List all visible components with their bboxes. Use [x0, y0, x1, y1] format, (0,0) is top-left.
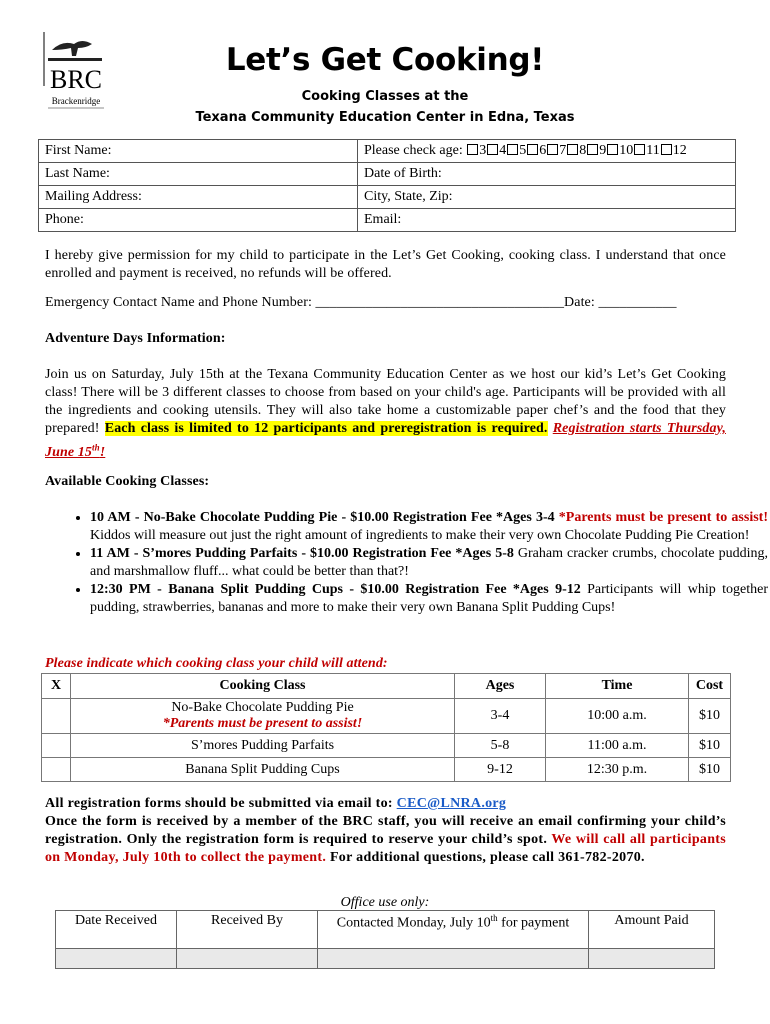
col-header-class: Cooking Class	[71, 674, 455, 699]
confirm-text: Once the form is received by a member of the BRC staff, you will receive an email confirming your child’s registration. Only the registration form is required to reserve your child’s spot.	[45, 814, 726, 847]
cost-cell: $10	[689, 699, 731, 734]
age-checkbox-label: 12	[672, 143, 687, 158]
ages-cell: 5-8	[455, 734, 546, 758]
received-by-header: Received By	[177, 911, 318, 949]
office-use-table	[55, 910, 715, 969]
age-checkbox[interactable]	[567, 144, 578, 155]
logo-caption: Brackenridge	[51, 96, 101, 106]
emergency-contact-line[interactable]: Emergency Contact Name and Phone Number: ___________________________________Date: ___________	[45, 295, 677, 310]
age-checkbox[interactable]	[587, 144, 598, 155]
time-cell: 12:30 p.m.	[546, 758, 689, 782]
class-list-item: • 11 AM - S’mores Pudding Parfaits - $10.00 Registration Fee *Ages 5-8 Graham cracker crumbs, chocolate pudding, and marshmallow fluff... what could be better than that?!	[90, 545, 768, 581]
logo-text: BRC	[49, 65, 103, 94]
age-checkbox[interactable]	[607, 144, 618, 155]
date-received-header: Date Received	[56, 911, 177, 949]
age-label: Please check age:	[364, 143, 463, 158]
age-checkbox[interactable]	[487, 144, 498, 155]
col-header-x: X	[42, 674, 71, 699]
indicate-class-prompt: Please indicate which cooking class your child will attend:	[45, 656, 388, 671]
col-header-ages: Ages	[455, 674, 546, 699]
class-list-item: • 12:30 PM - Banana Split Pudding Cups - $10.00 Registration Fee *Ages 9-12 Participants will whip together pudding, strawberries, bananas and more to make their very own Banana Split Pudding Cups!	[90, 581, 768, 617]
submission-instructions: All registration forms should be submitted via email to: CEC@LNRA.org Once the form is received by a member of the BRC staff, you will receive an email confirming your child’s registration. Only the registration form is required to reserve your child’s spot. We will call all participants on Monday, July 10th to collect the payment. For additional questions, please call 361-782-2070.	[45, 796, 726, 865]
date-received-cell[interactable]	[56, 949, 177, 969]
email-link[interactable]: CEC@LNRA.org	[396, 796, 507, 811]
time-cell: 11:00 a.m.	[546, 734, 689, 758]
subtitle-line-2: Texana Community Education Center in Edna, Texas	[195, 110, 575, 125]
age-checkbox-field	[358, 140, 736, 163]
mailing-address-field[interactable]: Mailing Address:	[39, 186, 358, 209]
class-list	[48, 509, 768, 617]
age-checkbox-label: 4	[499, 143, 507, 158]
dob-field[interactable]: Date of Birth:	[358, 163, 736, 186]
ages-cell: 3-4	[455, 699, 546, 734]
select-cell[interactable]	[42, 758, 71, 782]
city-state-zip-field[interactable]: City, State, Zip:	[358, 186, 736, 209]
table-row	[56, 949, 715, 969]
col-header-cost: Cost	[689, 674, 731, 699]
questions-text: For additional questions, please call 361-782-2070.	[326, 850, 645, 865]
age-checkbox[interactable]	[507, 144, 518, 155]
class-name-cell: S’mores Pudding Parfaits	[71, 734, 455, 758]
age-checkbox-label: 5	[519, 143, 527, 158]
age-checkbox[interactable]	[467, 144, 478, 155]
class-list-item: • 10 AM - No-Bake Chocolate Pudding Pie - $10.00 Registration Fee *Ages 3-4 *Parents must be present to assist! Kiddos will measure out just the right amount of ingredients to make their very own Chocolate Pudding Pie Creation!	[90, 509, 768, 545]
age-checkbox-label: 7	[559, 143, 567, 158]
age-checkbox[interactable]	[634, 144, 645, 155]
adventure-text: Join us on Saturday, July 15th at the Texana Community Education Center as we host our kid’s Let’s Get Cooking class! There will be 3 different classes to choose from based on your child's age. Participants will be provided with all the ingredients and cooking utensils. They will also take home a customizable paper chef’s and the food that they prepared!	[45, 367, 726, 436]
last-name-field[interactable]: Last Name:	[39, 163, 358, 186]
adventure-paragraph	[45, 366, 726, 462]
cost-cell: $10	[689, 734, 731, 758]
age-checkbox-label: 9	[599, 143, 607, 158]
age-checkbox-label: 8	[579, 143, 587, 158]
select-cell[interactable]	[42, 734, 71, 758]
adventure-heading: Adventure Days Information:	[45, 331, 226, 346]
ages-cell: 9-12	[455, 758, 546, 782]
select-cell[interactable]	[42, 699, 71, 734]
age-checkbox-label: 6	[539, 143, 547, 158]
subtitle-line-1: Cooking Classes at the	[301, 89, 469, 104]
permission-text: I hereby give permission for my child to participate in the Let’s Get Cooking, cooking class. I understand that once enrolled and payment is received, no refunds will be offered.	[45, 248, 726, 281]
office-use-label: Office use only:	[340, 895, 430, 910]
table-row	[42, 734, 731, 758]
received-by-cell[interactable]	[177, 949, 318, 969]
email-field[interactable]: Email:	[358, 209, 736, 232]
age-checkbox[interactable]	[661, 144, 672, 155]
payment-call-text: We will call all participants on Monday, July 10th to collect the payment.	[45, 832, 726, 865]
cost-cell: $10	[689, 758, 731, 782]
time-cell: 10:00 a.m.	[546, 699, 689, 734]
class-selection-table	[41, 673, 731, 782]
contacted-cell[interactable]	[318, 949, 589, 969]
table-row	[42, 758, 731, 782]
subtitle	[0, 86, 770, 128]
phone-field[interactable]: Phone:	[39, 209, 358, 232]
age-checkbox-label: 10	[619, 143, 634, 158]
page-title: Let’s Get Cooking!	[225, 42, 545, 78]
amount-paid-cell[interactable]	[589, 949, 715, 969]
age-checkbox[interactable]	[527, 144, 538, 155]
age-checkboxes	[466, 143, 686, 158]
age-checkbox-label: 11	[646, 143, 660, 158]
amount-paid-header: Amount Paid	[589, 911, 715, 949]
table-row	[42, 699, 731, 734]
age-checkbox[interactable]	[547, 144, 558, 155]
limit-text: Each class is limited to 12 participants and preregistration is required.	[104, 421, 548, 436]
registration-start: Registration starts Thursday, June 15th!	[45, 421, 726, 460]
col-header-time: Time	[546, 674, 689, 699]
first-name-field[interactable]: First Name:	[39, 140, 358, 163]
available-heading: Available Cooking Classes:	[45, 474, 210, 489]
age-checkbox-label: 3	[479, 143, 487, 158]
class-name-cell: Banana Split Pudding Cups	[71, 758, 455, 782]
contacted-header: Contacted Monday, July 10th for payment	[318, 911, 589, 949]
registration-info-table	[38, 139, 736, 232]
class-name-cell: No-Bake Chocolate Pudding Pie *Parents must be present to assist!	[71, 699, 455, 734]
